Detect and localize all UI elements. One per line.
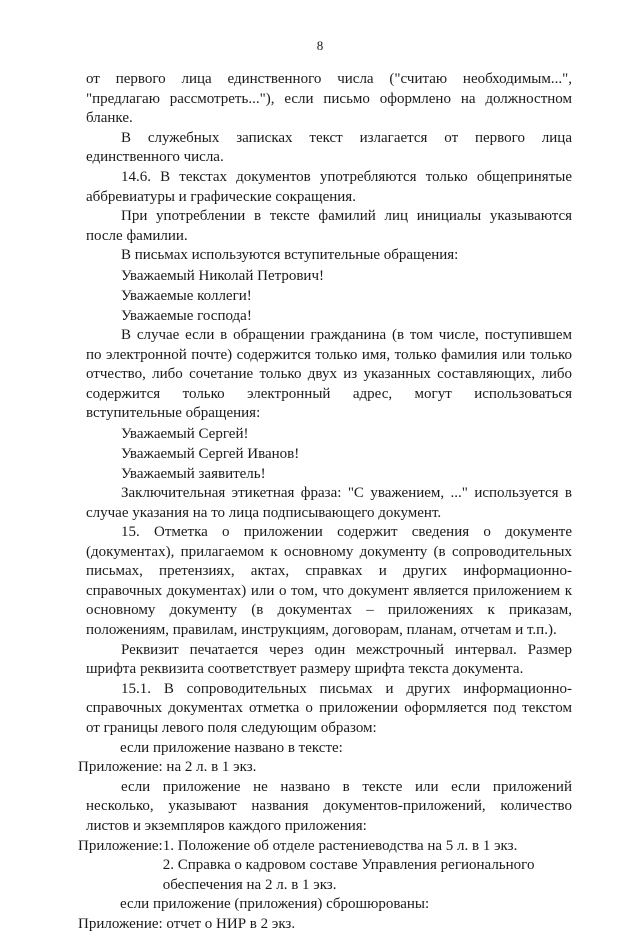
greeting-line: Уважаемые господа!: [121, 307, 252, 324]
paragraph-closing-phrase: Заключительная этикетная фраза: "С уважением, ..." используется в случае указания на то лица подписывающего документ.: [86, 484, 572, 521]
attachment-item: 1. Положение об отделе растениеводства на 5 л. в 1 экз.: [162, 837, 518, 854]
paragraph-14-6: 14.6. В текстах документов употребляются только общепринятые аббревиатуры и графические сокращения.: [86, 168, 572, 205]
greeting-line: Уважаемые коллеги!: [121, 287, 252, 304]
attachment-example-2: [78, 837, 572, 896]
greeting-line: Уважаемый Сергей!: [121, 425, 249, 442]
paragraph-initials: При употреблении в тексте фамилий лиц инициалы указываются после фамилии.: [86, 208, 572, 244]
paragraph-service-notes: В служебных записках текст излагается от первого лица единственного числа.: [86, 129, 572, 166]
paragraph-greetings-intro: В письмах используются вступительные обращения:: [121, 247, 459, 264]
attachment-item: 2. Справка о кадровом составе Управления регионального обеспечения на 2 л. в 1 экз.: [162, 857, 535, 893]
greeting-line: Уважаемый заявитель!: [121, 465, 266, 482]
paragraph-15: 15. Отметка о приложении содержит сведения о документе (документах), прилагаемом к основному документу (в сопроводительных письмах, претензиях, актах, справках и других информационно-справочных документах) или о том, что документ является приложением к основному документу (в документах – приложениях к приказам, положениям, правилам, инструкциям, договорам, планам, отчетам и т.п.).: [86, 524, 572, 639]
paragraph-case-bound: если приложение (приложения) сброшюрованы:: [120, 896, 430, 913]
attachment-example-3: Приложение: отчет о НИР в 2 экз.: [78, 915, 296, 932]
attachment-example-1: Приложение: на 2 л. в 1 экз.: [78, 759, 257, 776]
greeting-line: Уважаемый Сергей Иванов!: [121, 445, 300, 462]
paragraph-requisite: Реквизит печатается через один межстрочный интервал. Размер шрифта реквизита соответствует размеру шрифта текста документа.: [86, 641, 572, 678]
paragraph-first-person: от первого лица единственного числа ("считаю необходимым...", "предлагаю рассмотреть..."), если письмо оформлено на должностном бланке.: [86, 71, 572, 127]
greeting-line: Уважаемый Николай Петрович!: [121, 267, 324, 284]
paragraph-15-1: 15.1. В сопроводительных письмах и других информационно-справочных документах отметка о приложении оформляется под текстом от границы левого поля следующим образом:: [86, 680, 572, 737]
paragraph-citizen-appeal: В случае если в обращении гражданина (в том числе, поступившем по электронной почте) содержится только имя, только фамилия или только отчество, либо сочетание только двух из указанных составляющих, либо содержится только электронный адрес, могут использоваться вступительные обращения:: [86, 326, 572, 422]
page-number: 8: [316, 38, 324, 53]
document-body: [78, 70, 572, 935]
paragraph-case-named: если приложение названо в тексте:: [120, 739, 343, 756]
paragraph-case-not-named: если приложение не названо в тексте или если приложений несколько, указывают названия документов-приложений, количество листов и экземпляров каждого приложения:: [86, 778, 572, 834]
attachment-list: [163, 837, 572, 896]
attachment-label: Приложение:: [78, 837, 163, 854]
